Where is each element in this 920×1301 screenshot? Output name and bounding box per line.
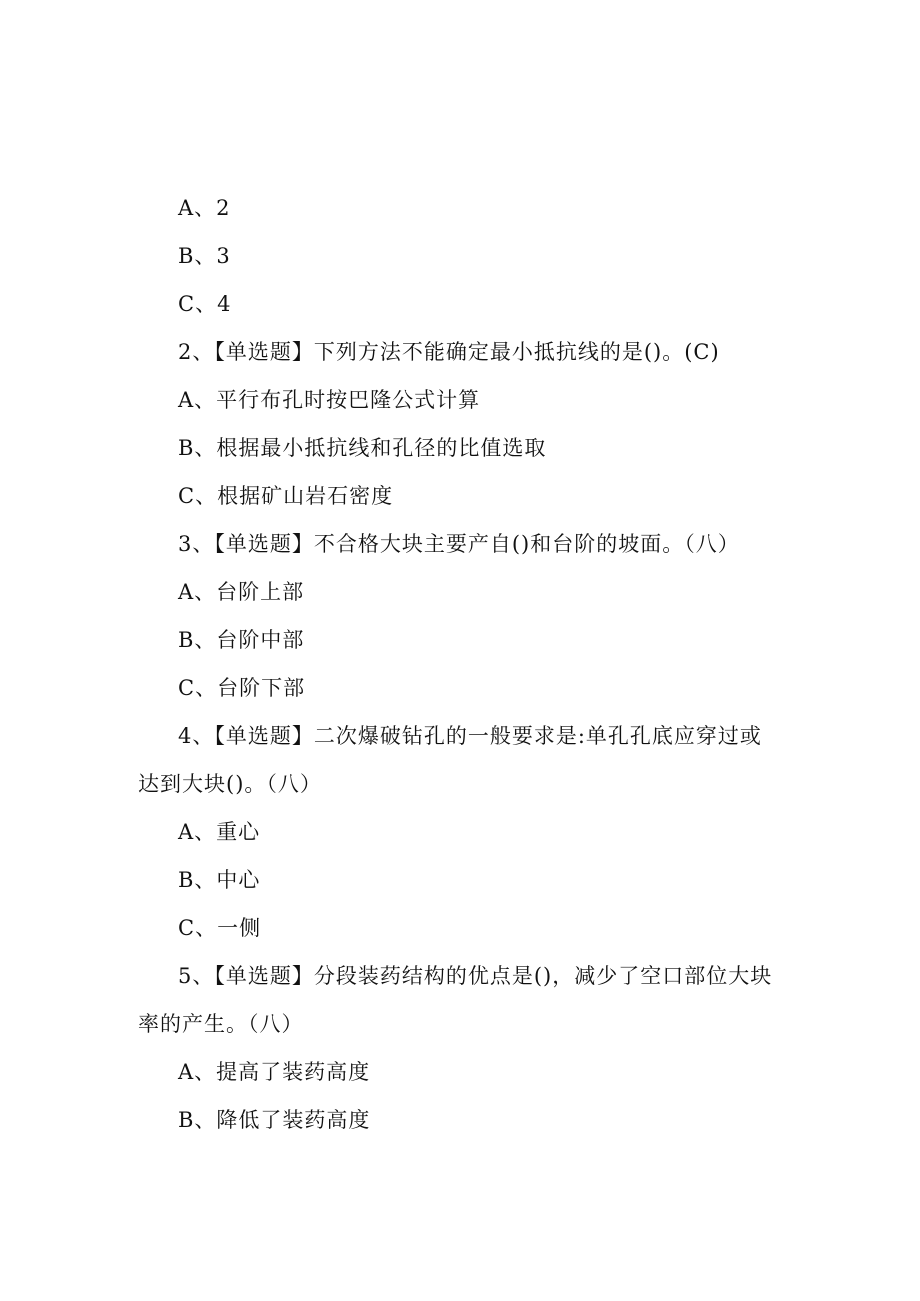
- option-3-b: B、台阶中部: [178, 628, 305, 652]
- option-3-a: A、台阶上部: [178, 580, 305, 604]
- option-3-c: C、台阶下部: [178, 676, 306, 700]
- option-5-b: B、降低了装药高度: [178, 1108, 371, 1132]
- option-4-c: C、一侧: [178, 916, 262, 940]
- question-4: 4、【单选题】二次爆破钻孔的一般要求是:单孔孔底应穿过或: [178, 724, 762, 748]
- option-2-c: C、根据矿山岩石密度: [178, 484, 394, 508]
- question-5-continued: 率的产生。（八）: [138, 1012, 304, 1036]
- option-1-b: B、3: [178, 244, 231, 268]
- option-1-c: C、4: [178, 292, 232, 316]
- option-2-b: B、根据最小抵抗线和孔径的比值选取: [178, 436, 547, 460]
- option-4-a: A、重心: [178, 820, 261, 844]
- question-2: 2、【单选题】下列方法不能确定最小抵抗线的是()。(C): [178, 340, 720, 364]
- question-3: 3、【单选题】不合格大块主要产自()和台阶的坡面。（八）: [178, 532, 740, 556]
- question-5: 5、【单选题】分段装药结构的优点是()，减少了空口部位大块: [178, 964, 773, 988]
- option-2-a: A、平行布孔时按巴隆公式计算: [178, 388, 481, 412]
- option-4-b: B、中心: [178, 868, 261, 892]
- option-1-a: A、2: [178, 196, 231, 220]
- question-4-continued: 达到大块()。（八）: [138, 772, 322, 796]
- option-5-a: A、提高了装药高度: [178, 1060, 371, 1084]
